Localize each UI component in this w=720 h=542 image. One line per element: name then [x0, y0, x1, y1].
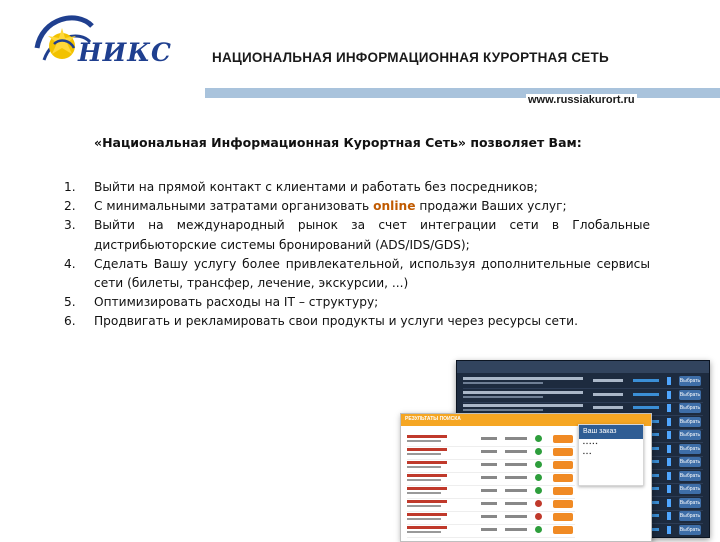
benefits-list [64, 178, 650, 332]
result-row [407, 460, 575, 473]
item-number: 3. [64, 218, 76, 233]
select-button[interactable]: Выбрать [679, 405, 701, 411]
select-button[interactable]: Выбрать [679, 486, 701, 492]
item-number: 2. [64, 199, 76, 214]
select-button[interactable]: Выбрать [679, 513, 701, 519]
item-text: Сделать Вашу услугу более привлекательной, используя дополнительные сервисы сети (билеты, трансфер, лечение, экскурсии, ...) [94, 256, 650, 291]
book-button[interactable] [553, 500, 573, 508]
item-number: 5. [64, 295, 76, 310]
list-item [64, 293, 650, 312]
header-band [205, 88, 720, 98]
result-row [407, 447, 575, 460]
item-text-post: продажи Ваших услуг; [415, 199, 567, 214]
page-title: НАЦИОНАЛЬНАЯ ИНФОРМАЦИОННАЯ КУРОРТНАЯ СЕТЬ [212, 50, 609, 65]
select-button[interactable]: Выбрать [679, 472, 701, 479]
select-button[interactable]: Выбрать [679, 459, 701, 465]
result-row [407, 473, 575, 486]
book-button[interactable] [553, 487, 573, 495]
list-item [64, 255, 650, 293]
screenshot-row [463, 389, 703, 403]
result-row [407, 525, 575, 538]
screenshot-row [463, 375, 703, 389]
item-number: 4. [64, 256, 76, 271]
item-text: Продвигать и рекламировать свои продукты и услуги через ресурсы сети. [94, 314, 578, 329]
select-button[interactable]: Выбрать [679, 526, 701, 533]
screenshot-header [457, 361, 709, 373]
item-text: Оптимизировать расходы на IT – структуру; [94, 295, 379, 310]
select-button[interactable]: Выбрать [679, 432, 701, 438]
order-title: Ваш заказ [579, 425, 643, 439]
select-button[interactable]: Выбрать [679, 445, 701, 452]
result-row [407, 486, 575, 499]
item-number: 1. [64, 180, 76, 194]
book-button[interactable] [553, 448, 573, 456]
book-button[interactable] [553, 474, 573, 482]
results-header-label: РЕЗУЛЬТАТЫ ПОИСКА [405, 416, 461, 422]
result-row [407, 434, 575, 447]
select-button[interactable]: Выбрать [679, 391, 701, 398]
list-item [64, 197, 650, 216]
select-button[interactable]: Выбрать [679, 378, 701, 384]
order-line: ▪ ▪ ▪ ▪ ▪ [583, 441, 598, 447]
list-item [64, 216, 650, 254]
select-button[interactable]: Выбрать [679, 499, 701, 506]
item-text: Выйти на международный рынок за счет интеграции сети в Глобальные дистрибьюторские системы бронирований (ADS/IDS/GDS); [94, 218, 650, 252]
intro-text: «Национальная Информационная Курортная Сеть» позволяет Вам: [94, 135, 582, 150]
site-url[interactable]: www.russiakurort.ru [528, 94, 635, 106]
item-number: 6. [64, 314, 76, 329]
online-highlight: online [373, 199, 416, 214]
list-item [64, 312, 650, 331]
order-panel [578, 424, 644, 486]
result-row [407, 499, 575, 512]
logo-wordmark: НИКС [78, 38, 172, 67]
item-text: Выйти на прямой контакт с клиентами и работать без посредников; [94, 180, 538, 194]
book-button[interactable] [553, 526, 573, 534]
item-text-pre: С минимальными затратами организовать [94, 199, 374, 214]
book-button[interactable] [553, 513, 573, 521]
result-row [407, 512, 575, 525]
book-button[interactable] [553, 461, 573, 469]
book-button[interactable] [553, 435, 573, 443]
order-line: ▪ ▪ ▪ [583, 451, 592, 457]
select-button[interactable]: Выбрать [679, 418, 701, 425]
list-item [64, 178, 650, 197]
